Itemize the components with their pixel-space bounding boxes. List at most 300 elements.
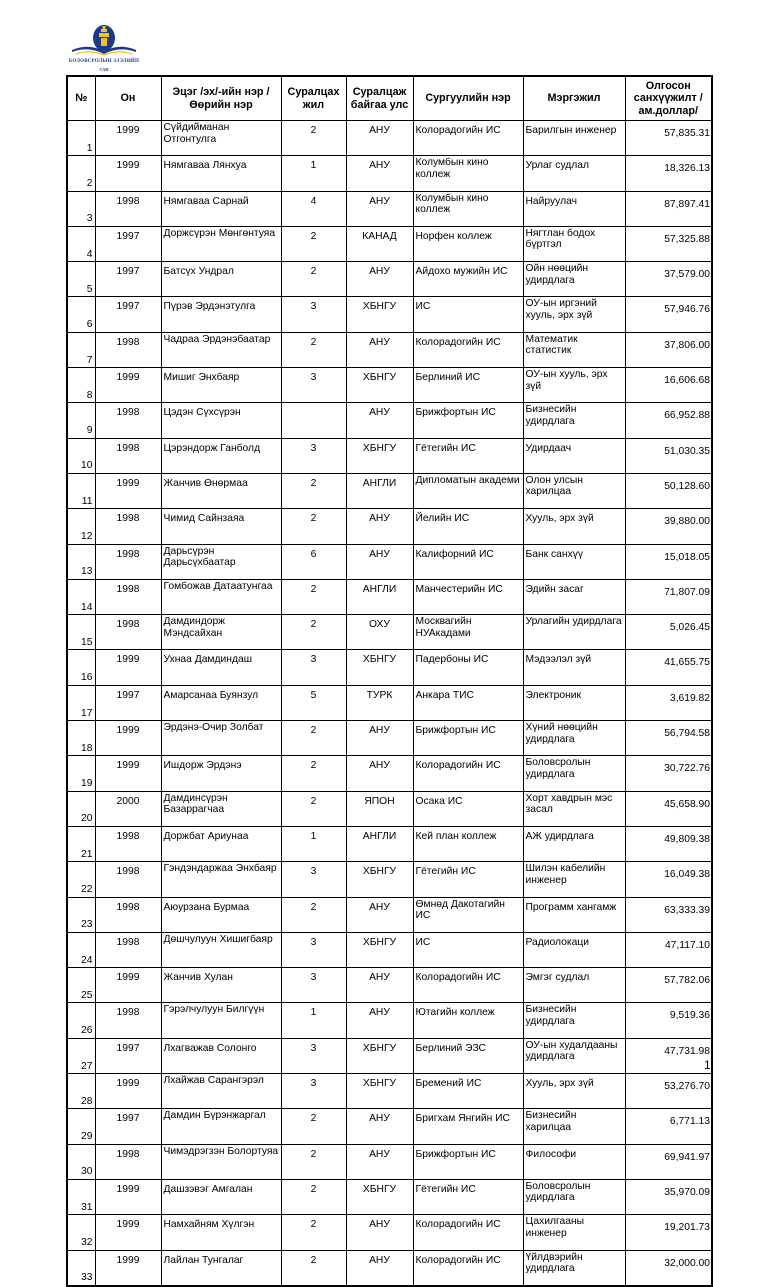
- school-cell: Москвагийн НУАкадами: [413, 615, 523, 650]
- name-cell: Гэрэлчулуун Билгүүн: [161, 1003, 281, 1038]
- funding-cell: 9,519.36: [625, 1003, 712, 1038]
- school-cell: ИС: [413, 297, 523, 332]
- year-cell: 1999: [95, 1074, 161, 1109]
- country-cell: ЯПОН: [346, 791, 413, 826]
- table-row: [67, 1179, 712, 1214]
- major-cell: Найруулач: [523, 191, 625, 226]
- country-cell: АНУ: [346, 1109, 413, 1144]
- major-cell: Радиолокаци: [523, 932, 625, 967]
- school-cell: Калифорний ИС: [413, 544, 523, 579]
- row-number: 7: [67, 332, 95, 367]
- country-cell: АНУ: [346, 403, 413, 438]
- name-cell: Цэрэндорж Ганболд: [161, 438, 281, 473]
- header-name: Эцэг /эх/-ийн нэр / Өөрийн нэр: [161, 76, 281, 121]
- study-years-cell: 1: [281, 1003, 346, 1038]
- country-cell: АНУ: [346, 262, 413, 297]
- major-cell: ОУ-ын иргэний хууль, эрх зүй: [523, 297, 625, 332]
- row-number: 4: [67, 226, 95, 261]
- country-cell: АНГЛИ: [346, 579, 413, 614]
- study-years-cell: 2: [281, 615, 346, 650]
- funding-cell: 87,897.41: [625, 191, 712, 226]
- table-row: [67, 1250, 712, 1286]
- name-cell: Доржбат Ариунаа: [161, 826, 281, 861]
- country-cell: ОХУ: [346, 615, 413, 650]
- funding-cell: 15,018.05: [625, 544, 712, 579]
- table-row: [67, 191, 712, 226]
- study-years-cell: 1: [281, 826, 346, 861]
- table-row: [67, 368, 712, 403]
- major-cell: Цахилгааны инженер: [523, 1215, 625, 1250]
- row-number: 14: [67, 579, 95, 614]
- study-years-cell: 5: [281, 685, 346, 720]
- funding-cell: 19,201.73: [625, 1215, 712, 1250]
- funding-cell: 6,771.13: [625, 1109, 712, 1144]
- country-cell: ХБНГУ: [346, 368, 413, 403]
- study-years-cell: [281, 403, 346, 438]
- funding-cell: 63,333.39: [625, 897, 712, 932]
- major-cell: АЖ удирдлага: [523, 826, 625, 861]
- table-row: [67, 1038, 712, 1073]
- funding-cell: 49,809.38: [625, 826, 712, 861]
- row-number: 32: [67, 1215, 95, 1250]
- row-number: 5: [67, 262, 95, 297]
- row-number: 29: [67, 1109, 95, 1144]
- major-cell: Ойн нөөцийн удирдлага: [523, 262, 625, 297]
- funding-cell: 57,325.88: [625, 226, 712, 261]
- school-cell: Колумбын кино коллеж: [413, 156, 523, 191]
- name-cell: Лайлан Тунгалаг: [161, 1250, 281, 1286]
- study-years-cell: 3: [281, 932, 346, 967]
- major-cell: Бизнесийн удирдлага: [523, 403, 625, 438]
- logo-text-line2: САН: [99, 67, 109, 72]
- country-cell: АНГЛИ: [346, 473, 413, 508]
- country-cell: АНУ: [346, 332, 413, 367]
- year-cell: 1997: [95, 262, 161, 297]
- year-cell: 1998: [95, 332, 161, 367]
- header-major: Мэргэжил: [523, 76, 625, 121]
- funding-cell: 47,117.10: [625, 932, 712, 967]
- row-number: 31: [67, 1179, 95, 1214]
- name-cell: Дамдин Бүрэнжаргал: [161, 1109, 281, 1144]
- school-cell: Кей план коллеж: [413, 826, 523, 861]
- row-number: 6: [67, 297, 95, 332]
- school-cell: Осака ИС: [413, 791, 523, 826]
- table-row: [67, 579, 712, 614]
- study-years-cell: 3: [281, 650, 346, 685]
- country-cell: ХБНГУ: [346, 438, 413, 473]
- year-cell: 1998: [95, 1003, 161, 1038]
- row-number: 10: [67, 438, 95, 473]
- year-cell: 1998: [95, 932, 161, 967]
- logo-emblem-icon: [66, 24, 142, 58]
- school-cell: ИС: [413, 932, 523, 967]
- major-cell: Программ хангамж: [523, 897, 625, 932]
- name-cell: Дамдиндорж Мэндсайхан: [161, 615, 281, 650]
- country-cell: ХБНГУ: [346, 650, 413, 685]
- row-number: 26: [67, 1003, 95, 1038]
- funding-cell: 37,806.00: [625, 332, 712, 367]
- year-cell: 1998: [95, 544, 161, 579]
- school-cell: Колорадогийн ИС: [413, 968, 523, 1003]
- country-cell: АНУ: [346, 897, 413, 932]
- country-cell: ХБНГУ: [346, 297, 413, 332]
- table-row: [67, 756, 712, 791]
- major-cell: Математик статистик: [523, 332, 625, 367]
- school-cell: Бригхам Янгийн ИС: [413, 1109, 523, 1144]
- year-cell: 1997: [95, 1109, 161, 1144]
- school-cell: Берлиний ИС: [413, 368, 523, 403]
- study-years-cell: 3: [281, 1074, 346, 1109]
- row-number: 33: [67, 1250, 95, 1286]
- study-years-cell: 2: [281, 579, 346, 614]
- header-study-years: Суралцах жил: [281, 76, 346, 121]
- year-cell: 1999: [95, 368, 161, 403]
- row-number: 24: [67, 932, 95, 967]
- row-number: 18: [67, 721, 95, 756]
- school-cell: Берлиний ЭЗС: [413, 1038, 523, 1073]
- name-cell: Чимид Сайнзаяа: [161, 509, 281, 544]
- year-cell: 1998: [95, 1144, 161, 1179]
- school-cell: Норфен коллеж: [413, 226, 523, 261]
- funding-cell: 39,880.00: [625, 509, 712, 544]
- funding-cell: 47,731.98: [625, 1038, 712, 1073]
- study-years-cell: 2: [281, 1215, 346, 1250]
- name-cell: Батсүх Ундрал: [161, 262, 281, 297]
- funding-cell: 3,619.82: [625, 685, 712, 720]
- table-row: [67, 685, 712, 720]
- school-cell: Брижфортын ИС: [413, 1144, 523, 1179]
- header-funding: Олгосон санхүүжилт /ам.доллар/: [625, 76, 712, 121]
- country-cell: АНУ: [346, 121, 413, 156]
- fund-logo: [66, 24, 142, 74]
- country-cell: АНУ: [346, 756, 413, 791]
- table-row: [67, 509, 712, 544]
- name-cell: Гэндэндаржаа Энхбаяр: [161, 862, 281, 897]
- school-cell: Колорадогийн ИС: [413, 1215, 523, 1250]
- school-cell: Гётегийн ИС: [413, 1179, 523, 1214]
- study-years-cell: 6: [281, 544, 346, 579]
- row-number: 2: [67, 156, 95, 191]
- country-cell: АНУ: [346, 509, 413, 544]
- year-cell: 1999: [95, 756, 161, 791]
- country-cell: ХБНГУ: [346, 1074, 413, 1109]
- school-cell: Манчестерийн ИС: [413, 579, 523, 614]
- major-cell: Бизнесийн удирдлага: [523, 1003, 625, 1038]
- table-row: [67, 403, 712, 438]
- row-number: 8: [67, 368, 95, 403]
- study-years-cell: 2: [281, 1109, 346, 1144]
- study-years-cell: 3: [281, 968, 346, 1003]
- table-row: [67, 262, 712, 297]
- major-cell: Электроник: [523, 685, 625, 720]
- major-cell: Эдийн засаг: [523, 579, 625, 614]
- major-cell: Эмгэг судлал: [523, 968, 625, 1003]
- row-number: 16: [67, 650, 95, 685]
- table-row: [67, 615, 712, 650]
- study-years-cell: 3: [281, 1038, 346, 1073]
- school-cell: Колумбын кино коллеж: [413, 191, 523, 226]
- table-row: [67, 826, 712, 861]
- school-cell: Дипломатын академи: [413, 473, 523, 508]
- major-cell: Нягтлан бодох бүртгэл: [523, 226, 625, 261]
- row-number: 12: [67, 509, 95, 544]
- country-cell: АНУ: [346, 544, 413, 579]
- country-cell: АНГЛИ: [346, 826, 413, 861]
- name-cell: Нямгаваа Лянхуа: [161, 156, 281, 191]
- name-cell: Лхагважав Солонго: [161, 1038, 281, 1073]
- country-cell: АНУ: [346, 968, 413, 1003]
- name-cell: Пүрэв Эрдэнэтулга: [161, 297, 281, 332]
- study-years-cell: 2: [281, 1144, 346, 1179]
- school-cell: Айдохо мужийн ИС: [413, 262, 523, 297]
- year-cell: 1999: [95, 968, 161, 1003]
- major-cell: Философи: [523, 1144, 625, 1179]
- row-number: 23: [67, 897, 95, 932]
- row-number: 30: [67, 1144, 95, 1179]
- row-number: 13: [67, 544, 95, 579]
- school-cell: Колорадогийн ИС: [413, 332, 523, 367]
- year-cell: 2000: [95, 791, 161, 826]
- study-years-cell: 3: [281, 438, 346, 473]
- country-cell: ТУРК: [346, 685, 413, 720]
- name-cell: Ухнаа Дамдиндаш: [161, 650, 281, 685]
- header-country: Суралцаж байгаа улс: [346, 76, 413, 121]
- funding-cell: 41,655.75: [625, 650, 712, 685]
- table-row: [67, 297, 712, 332]
- school-cell: Колорадогийн ИС: [413, 1250, 523, 1286]
- name-cell: Дарьсүрэн Дарьсүхбаатар: [161, 544, 281, 579]
- country-cell: АНУ: [346, 156, 413, 191]
- table-header-row: [67, 76, 712, 121]
- row-number: 11: [67, 473, 95, 508]
- major-cell: Урлаг судлал: [523, 156, 625, 191]
- table-row: [67, 438, 712, 473]
- study-years-cell: 2: [281, 226, 346, 261]
- row-number: 25: [67, 968, 95, 1003]
- table-body: [67, 121, 712, 1286]
- table-row: [67, 968, 712, 1003]
- table-row: [67, 1074, 712, 1109]
- major-cell: ОУ-ын хууль, эрх зүй: [523, 368, 625, 403]
- header-year: Он: [95, 76, 161, 121]
- funding-cell: 57,946.76: [625, 297, 712, 332]
- year-cell: 1998: [95, 826, 161, 861]
- funding-cell: 53,276.70: [625, 1074, 712, 1109]
- funding-cell: 45,658.90: [625, 791, 712, 826]
- row-number: 21: [67, 826, 95, 861]
- study-years-cell: 2: [281, 473, 346, 508]
- funding-cell: 18,326.13: [625, 156, 712, 191]
- year-cell: 1998: [95, 403, 161, 438]
- name-cell: Нямгаваа Сарнай: [161, 191, 281, 226]
- major-cell: Урлагийн удирдлага: [523, 615, 625, 650]
- major-cell: Боловсролын удирдлага: [523, 1179, 625, 1214]
- name-cell: Дамдинсүрэн Базаррагчаа: [161, 791, 281, 826]
- year-cell: 1998: [95, 615, 161, 650]
- name-cell: Намхайням Хүлгэн: [161, 1215, 281, 1250]
- name-cell: Доржсүрэн Мөнгөнтуяа: [161, 226, 281, 261]
- major-cell: Үйлдвэрийн удирдлага: [523, 1250, 625, 1286]
- row-number: 9: [67, 403, 95, 438]
- study-years-cell: 3: [281, 368, 346, 403]
- table-row: [67, 332, 712, 367]
- study-years-cell: 2: [281, 121, 346, 156]
- major-cell: ОУ-ын худалдааны удирдлага: [523, 1038, 625, 1073]
- funding-cell: 69,941.97: [625, 1144, 712, 1179]
- table-row: [67, 1003, 712, 1038]
- page-number: 1: [704, 1058, 711, 1072]
- table-row: [67, 226, 712, 261]
- year-cell: 1999: [95, 156, 161, 191]
- school-cell: Колорадогийн ИС: [413, 756, 523, 791]
- country-cell: ХБНГУ: [346, 1179, 413, 1214]
- row-number: 17: [67, 685, 95, 720]
- header-school: Сургуулийн нэр: [413, 76, 523, 121]
- table-row: [67, 1144, 712, 1179]
- year-cell: 1998: [95, 509, 161, 544]
- row-number: 27: [67, 1038, 95, 1073]
- study-years-cell: 2: [281, 1179, 346, 1214]
- school-cell: Анкара ТИС: [413, 685, 523, 720]
- table-row: [67, 473, 712, 508]
- name-cell: Мишиг Энхбаяр: [161, 368, 281, 403]
- name-cell: Амарсанаа Буянзул: [161, 685, 281, 720]
- school-cell: Бремений ИС: [413, 1074, 523, 1109]
- table-row: [67, 1109, 712, 1144]
- funding-cell: 57,835.31: [625, 121, 712, 156]
- school-cell: Падербоны ИС: [413, 650, 523, 685]
- name-cell: Лхайжав Сарангэрэл: [161, 1074, 281, 1109]
- name-cell: Гомбожав Датаатунгаа: [161, 579, 281, 614]
- study-years-cell: 2: [281, 262, 346, 297]
- country-cell: ХБНГУ: [346, 1038, 413, 1073]
- school-cell: Брижфортын ИС: [413, 721, 523, 756]
- funding-cell: 32,000.00: [625, 1250, 712, 1286]
- study-years-cell: 1: [281, 156, 346, 191]
- study-years-cell: 2: [281, 756, 346, 791]
- funding-cell: 30,722.76: [625, 756, 712, 791]
- row-number: 28: [67, 1074, 95, 1109]
- table-row: [67, 791, 712, 826]
- year-cell: 1999: [95, 121, 161, 156]
- study-years-cell: 2: [281, 1250, 346, 1286]
- header-no: №: [67, 76, 95, 121]
- year-cell: 1998: [95, 897, 161, 932]
- country-cell: ХБНГУ: [346, 862, 413, 897]
- study-years-cell: 2: [281, 509, 346, 544]
- funding-cell: 35,970.09: [625, 1179, 712, 1214]
- funding-cell: 66,952.88: [625, 403, 712, 438]
- funding-cell: 51,030.35: [625, 438, 712, 473]
- year-cell: 1999: [95, 473, 161, 508]
- study-years-cell: 3: [281, 297, 346, 332]
- table-row: [67, 1215, 712, 1250]
- name-cell: Аюурзана Бурмаа: [161, 897, 281, 932]
- table-row: [67, 862, 712, 897]
- year-cell: 1997: [95, 685, 161, 720]
- row-number: 3: [67, 191, 95, 226]
- major-cell: Хүний нөөцийн удирдлага: [523, 721, 625, 756]
- name-cell: Чадраа Эрдэнэбаатар: [161, 332, 281, 367]
- school-cell: Брижфортын ИС: [413, 403, 523, 438]
- table-row: [67, 544, 712, 579]
- name-cell: Дашзэвэг Амгалан: [161, 1179, 281, 1214]
- name-cell: Цэдэн Сүхсүрэн: [161, 403, 281, 438]
- year-cell: 1999: [95, 650, 161, 685]
- year-cell: 1999: [95, 1179, 161, 1214]
- funding-cell: 71,807.09: [625, 579, 712, 614]
- country-cell: АНУ: [346, 1003, 413, 1038]
- table-row: [67, 721, 712, 756]
- major-cell: Бизнесийн харилцаа: [523, 1109, 625, 1144]
- funding-cell: 16,606.68: [625, 368, 712, 403]
- row-number: 15: [67, 615, 95, 650]
- row-number: 1: [67, 121, 95, 156]
- funding-cell: 37,579.00: [625, 262, 712, 297]
- name-cell: Сүйдийманан Отгонтулга: [161, 121, 281, 156]
- year-cell: 1999: [95, 1215, 161, 1250]
- row-number: 22: [67, 862, 95, 897]
- study-years-cell: 2: [281, 721, 346, 756]
- year-cell: 1997: [95, 1038, 161, 1073]
- major-cell: Шилэн кабелийн инженер: [523, 862, 625, 897]
- school-cell: Гётегийн ИС: [413, 862, 523, 897]
- name-cell: Чимэдрэгзэн Болортуяа: [161, 1144, 281, 1179]
- major-cell: Мэдээлэл зүй: [523, 650, 625, 685]
- name-cell: Жанчив Өнөрмаа: [161, 473, 281, 508]
- year-cell: 1999: [95, 721, 161, 756]
- major-cell: Барилгын инженер: [523, 121, 625, 156]
- year-cell: 1999: [95, 1250, 161, 1286]
- funding-table: [66, 75, 713, 1287]
- funding-cell: 50,128.60: [625, 473, 712, 508]
- study-years-cell: 3: [281, 862, 346, 897]
- school-cell: Гётегийн ИС: [413, 438, 523, 473]
- school-cell: Ютагийн коллеж: [413, 1003, 523, 1038]
- study-years-cell: 4: [281, 191, 346, 226]
- major-cell: Удирдаач: [523, 438, 625, 473]
- study-years-cell: 2: [281, 332, 346, 367]
- table-row: [67, 156, 712, 191]
- country-cell: АНУ: [346, 721, 413, 756]
- year-cell: 1998: [95, 579, 161, 614]
- major-cell: Боловсролын удирдлага: [523, 756, 625, 791]
- name-cell: Дөшчулуун Хишигбаяр: [161, 932, 281, 967]
- name-cell: Ишдорж Эрдэнэ: [161, 756, 281, 791]
- major-cell: Олон улсын харилцаа: [523, 473, 625, 508]
- funding-cell: 5,026.45: [625, 615, 712, 650]
- major-cell: Хууль, эрх зүй: [523, 1074, 625, 1109]
- row-number: 20: [67, 791, 95, 826]
- school-cell: Колорадогийн ИС: [413, 121, 523, 156]
- country-cell: АНУ: [346, 1215, 413, 1250]
- funding-cell: 57,782.06: [625, 968, 712, 1003]
- country-cell: АНУ: [346, 191, 413, 226]
- name-cell: Жанчив Хулан: [161, 968, 281, 1003]
- table-row: [67, 650, 712, 685]
- country-cell: АНУ: [346, 1144, 413, 1179]
- country-cell: ХБНГУ: [346, 932, 413, 967]
- major-cell: Хууль, эрх зүй: [523, 509, 625, 544]
- study-years-cell: 2: [281, 791, 346, 826]
- major-cell: Банк санхүү: [523, 544, 625, 579]
- logo-text-line1: БОЛОВСРОЛЫН ЗЭЭЛИЙН: [68, 59, 140, 64]
- year-cell: 1997: [95, 226, 161, 261]
- table-row: [67, 121, 712, 156]
- row-number: 19: [67, 756, 95, 791]
- school-cell: Йелийн ИС: [413, 509, 523, 544]
- table-row: [67, 932, 712, 967]
